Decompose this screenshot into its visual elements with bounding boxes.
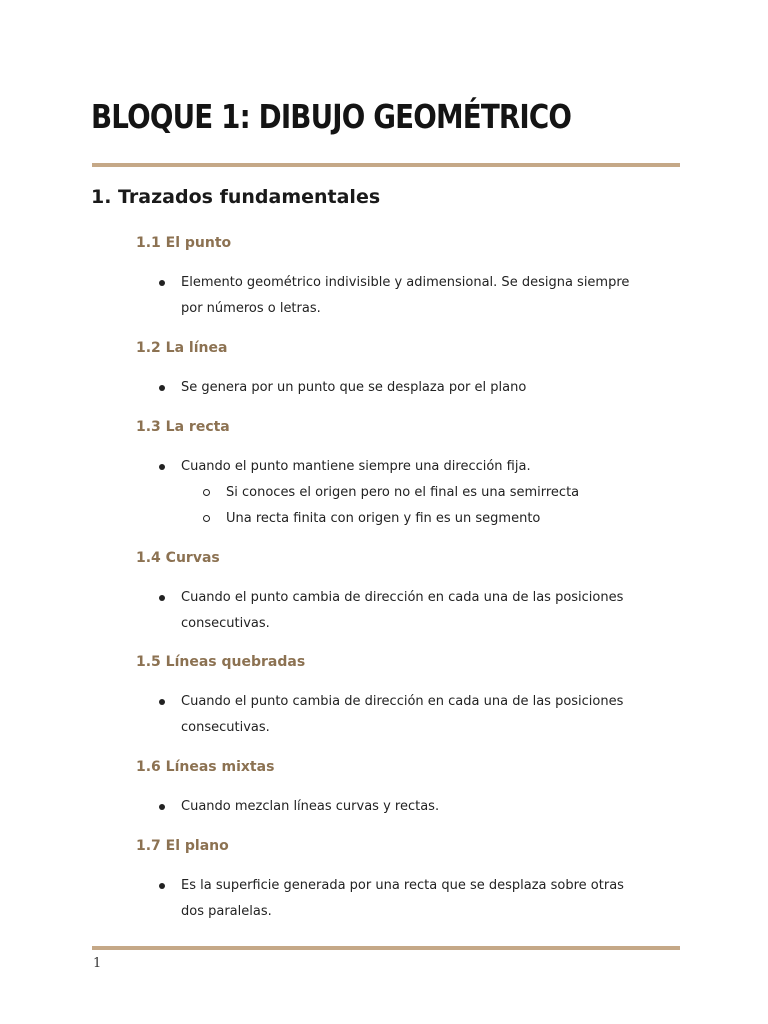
sub-bullet-item: Una recta finita con origen y fin es un segmento xyxy=(226,506,540,532)
page-title: BLOQUE 1: DIBUJO GEOMÉTRICO xyxy=(91,97,572,136)
bullet-item: Cuando el punto cambia de dirección en cada una de las posiciones consecutivas. xyxy=(181,689,651,741)
bullet-item: Elemento geométrico indivisible y adimensional. Se designa siempre por números o letras. xyxy=(181,270,651,322)
bullet-item: Cuando el punto cambia de dirección en cada una de las posiciones consecutivas. xyxy=(181,585,651,637)
bullet-item: Es la superficie generada por una recta que se desplaza sobre otras dos paralelas. xyxy=(181,873,651,925)
bullet-item: Se genera por un punto que se desplaza por el plano xyxy=(181,375,651,401)
subsection-heading-plano: 1.7 El plano xyxy=(136,838,229,854)
subsection-heading-curvas: 1.4 Curvas xyxy=(136,550,220,566)
subsection-heading-recta: 1.3 La recta xyxy=(136,419,230,435)
footer-divider xyxy=(92,946,680,950)
bullet-item: Cuando mezclan líneas curvas y rectas. xyxy=(181,794,651,820)
subsection-heading-lineas-mixtas: 1.6 Líneas mixtas xyxy=(136,759,275,775)
page-number: 1 xyxy=(93,956,102,971)
subsection-heading-linea: 1.2 La línea xyxy=(136,340,228,356)
bullet-item: Cuando el punto mantiene siempre una dirección fija. xyxy=(181,454,651,480)
subsection-heading-lineas-quebradas: 1.5 Líneas quebradas xyxy=(136,654,306,670)
subsection-heading-punto: 1.1 El punto xyxy=(136,235,232,251)
top-divider xyxy=(92,163,680,167)
sub-bullet-item: Si conoces el origen pero no el final es una semirrecta xyxy=(226,480,579,506)
section-title: 1. Trazados fundamentales xyxy=(91,186,381,208)
